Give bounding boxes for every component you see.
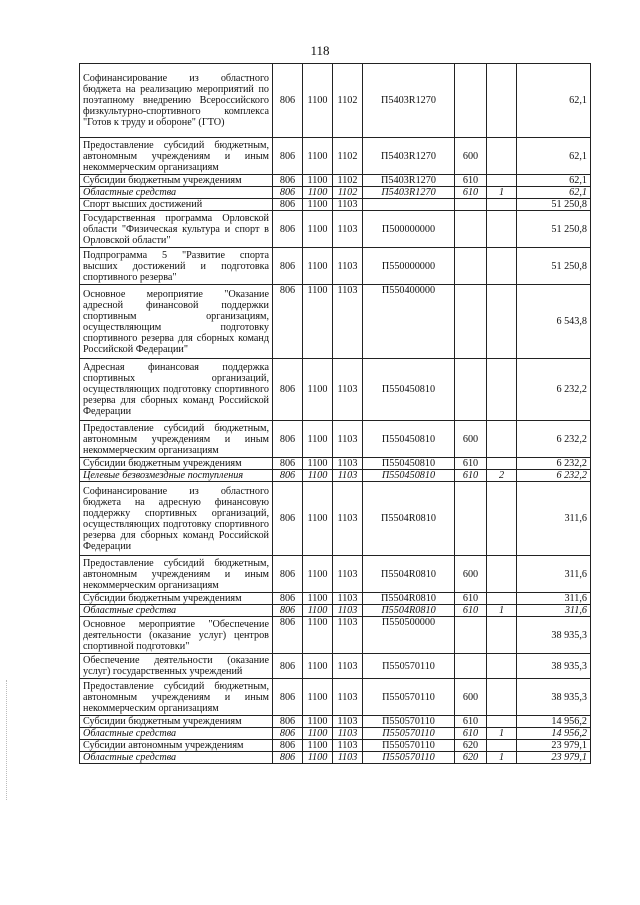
section-code: 1100 — [303, 617, 333, 654]
amount: 311,6 — [517, 482, 591, 556]
table-row — [80, 752, 591, 764]
subsection-code: 1103 — [333, 199, 363, 211]
table-row — [80, 679, 591, 716]
table-row — [80, 359, 591, 421]
subsection-code: 1103 — [333, 421, 363, 458]
subsection-code: 1103 — [333, 248, 363, 285]
page-number: 118 — [310, 43, 330, 58]
row-name: Субсидии бюджетным учреждениям — [80, 716, 273, 728]
section-code: 1100 — [303, 421, 333, 458]
target-article-code: П5504R0810 — [363, 482, 455, 556]
grbs-code: 806 — [273, 593, 303, 605]
section-code: 1100 — [303, 458, 333, 470]
target-article-code: П550570110 — [363, 728, 455, 740]
section-code: 1100 — [303, 482, 333, 556]
subsection-code: 1103 — [333, 285, 363, 359]
funding-source-code — [487, 175, 517, 187]
amount: 38 935,3 — [517, 654, 591, 679]
expense-type-code: 610 — [455, 716, 487, 728]
expense-type-code: 620 — [455, 740, 487, 752]
funding-source-code — [487, 593, 517, 605]
table-row — [80, 605, 591, 617]
table-row — [80, 138, 591, 175]
section-code: 1100 — [303, 605, 333, 617]
section-code: 1100 — [303, 211, 333, 248]
amount: 38 935,3 — [517, 617, 591, 654]
table-row — [80, 187, 591, 199]
table-row — [80, 728, 591, 740]
funding-source-code — [487, 359, 517, 421]
subsection-code: 1102 — [333, 187, 363, 199]
section-code: 1100 — [303, 728, 333, 740]
target-article-code: П5403R1270 — [363, 175, 455, 187]
funding-source-code — [487, 138, 517, 175]
table-row — [80, 421, 591, 458]
funding-source-code: 1 — [487, 752, 517, 764]
funding-source-code — [487, 716, 517, 728]
section-code: 1100 — [303, 740, 333, 752]
target-article-code: П550570110 — [363, 654, 455, 679]
expense-type-code: 610 — [455, 175, 487, 187]
table-row — [80, 211, 591, 248]
amount: 311,6 — [517, 593, 591, 605]
amount: 62,1 — [517, 187, 591, 199]
row-name: Предоставление субсидий бюджетным, автономным учреждениям и иным некоммерческим организациям — [80, 138, 273, 175]
funding-source-code — [487, 421, 517, 458]
amount: 6 543,8 — [517, 285, 591, 359]
table-row — [80, 654, 591, 679]
table-row — [80, 716, 591, 728]
table-row — [80, 482, 591, 556]
grbs-code: 806 — [273, 482, 303, 556]
section-code: 1100 — [303, 716, 333, 728]
table-row — [80, 470, 591, 482]
target-article-code: П5403R1270 — [363, 187, 455, 199]
subsection-code: 1103 — [333, 716, 363, 728]
table-row — [80, 285, 591, 359]
funding-source-code — [487, 617, 517, 654]
expense-type-code — [455, 482, 487, 556]
section-code: 1100 — [303, 470, 333, 482]
amount: 62,1 — [517, 175, 591, 187]
amount: 62,1 — [517, 64, 591, 138]
expense-type-code: 610 — [455, 728, 487, 740]
amount: 62,1 — [517, 138, 591, 175]
subsection-code: 1103 — [333, 359, 363, 421]
target-article-code: П550570110 — [363, 716, 455, 728]
amount: 51 250,8 — [517, 248, 591, 285]
funding-source-code — [487, 64, 517, 138]
grbs-code: 806 — [273, 716, 303, 728]
section-code: 1100 — [303, 138, 333, 175]
target-article-code: П550570110 — [363, 752, 455, 764]
funding-source-code — [487, 199, 517, 211]
row-name: Целевые безвозмездные поступления — [80, 470, 273, 482]
funding-source-code — [487, 679, 517, 716]
grbs-code: 806 — [273, 470, 303, 482]
row-name: Обеспечение деятельности (оказание услуг) государственных учреждений — [80, 654, 273, 679]
funding-source-code: 1 — [487, 605, 517, 617]
target-article-code — [363, 199, 455, 211]
row-name: Предоставление субсидий бюджетным, автономным учреждениям и иным некоммерческим организациям — [80, 556, 273, 593]
section-code: 1100 — [303, 679, 333, 716]
table-row — [80, 64, 591, 138]
expense-type-code: 600 — [455, 421, 487, 458]
subsection-code: 1103 — [333, 556, 363, 593]
target-article-code: П550450810 — [363, 470, 455, 482]
table-row — [80, 458, 591, 470]
row-name: Предоставление субсидий бюджетным, автономным учреждениям и иным некоммерческим организациям — [80, 421, 273, 458]
amount: 6 232,2 — [517, 421, 591, 458]
amount: 311,6 — [517, 605, 591, 617]
funding-source-code — [487, 248, 517, 285]
target-article-code: П5504R0810 — [363, 556, 455, 593]
table-row — [80, 175, 591, 187]
expense-type-code — [455, 64, 487, 138]
subsection-code: 1103 — [333, 593, 363, 605]
expense-type-code: 600 — [455, 679, 487, 716]
target-article-code: П5504R0810 — [363, 593, 455, 605]
section-code: 1100 — [303, 187, 333, 199]
target-article-code: П550500000 — [363, 617, 455, 654]
section-code: 1100 — [303, 248, 333, 285]
target-article-code: П550000000 — [363, 248, 455, 285]
section-code: 1100 — [303, 175, 333, 187]
expense-type-code — [455, 654, 487, 679]
target-article-code: П550400000 — [363, 285, 455, 359]
grbs-code: 806 — [273, 752, 303, 764]
funding-source-code — [487, 740, 517, 752]
grbs-code: 806 — [273, 248, 303, 285]
table-row — [80, 248, 591, 285]
expense-type-code: 610 — [455, 593, 487, 605]
funding-source-code — [487, 556, 517, 593]
grbs-code: 806 — [273, 605, 303, 617]
subsection-code: 1102 — [333, 175, 363, 187]
row-name: Софинансирование из областного бюджета на реализацию мероприятий по поэтапному внедрению Всероссийского физкультурно-спортивного комплекса "Готов к труду и обороне" (ГТО) — [80, 64, 273, 138]
amount: 6 232,2 — [517, 470, 591, 482]
row-name: Субсидии бюджетным учреждениям — [80, 458, 273, 470]
target-article-code: П550450810 — [363, 421, 455, 458]
target-article-code: П550450810 — [363, 359, 455, 421]
row-name: Адресная финансовая поддержка спортивных организаций, осуществляющих подготовку спортивного резерва для сборных команд Российской Федерации — [80, 359, 273, 421]
funding-source-code — [487, 211, 517, 248]
funding-source-code — [487, 285, 517, 359]
subsection-code: 1102 — [333, 138, 363, 175]
row-name: Софинансирование из областного бюджета на адресную финансовую поддержку спортивных организаций, осуществляющих подготовку спортивного резерва для сборных команд Российской Федерации — [80, 482, 273, 556]
grbs-code: 806 — [273, 556, 303, 593]
target-article-code: П5403R1270 — [363, 138, 455, 175]
amount: 38 935,3 — [517, 679, 591, 716]
subsection-code: 1102 — [333, 64, 363, 138]
subsection-code: 1103 — [333, 470, 363, 482]
grbs-code: 806 — [273, 199, 303, 211]
subsection-code: 1103 — [333, 728, 363, 740]
row-name: Основное мероприятие "Оказание адресной финансовой поддержки спортивным организациям, осуществляющим подготовку спортивного резерва для сборных команд Российской Федерации" — [80, 285, 273, 359]
grbs-code: 806 — [273, 64, 303, 138]
row-name: Подпрограмма 5 "Развитие спорта высших достижений и подготовка спортивного резерва" — [80, 248, 273, 285]
expense-type-code: 610 — [455, 470, 487, 482]
amount: 23 979,1 — [517, 752, 591, 764]
expense-type-code — [455, 211, 487, 248]
grbs-code: 806 — [273, 728, 303, 740]
grbs-code: 806 — [273, 175, 303, 187]
budget-table — [79, 63, 591, 764]
scan-margin-marks — [6, 680, 9, 800]
target-article-code: П5403R1270 — [363, 64, 455, 138]
target-article-code: П5504R0810 — [363, 605, 455, 617]
section-code: 1100 — [303, 752, 333, 764]
funding-source-code — [487, 482, 517, 556]
section-code: 1100 — [303, 199, 333, 211]
grbs-code: 806 — [273, 679, 303, 716]
subsection-code: 1103 — [333, 679, 363, 716]
expense-type-code: 600 — [455, 138, 487, 175]
target-article-code: П500000000 — [363, 211, 455, 248]
target-article-code: П550450810 — [363, 458, 455, 470]
amount: 51 250,8 — [517, 199, 591, 211]
amount: 6 232,2 — [517, 359, 591, 421]
funding-source-code: 2 — [487, 470, 517, 482]
expense-type-code: 620 — [455, 752, 487, 764]
row-name: Областные средства — [80, 187, 273, 199]
grbs-code: 806 — [273, 359, 303, 421]
section-code: 1100 — [303, 285, 333, 359]
amount: 23 979,1 — [517, 740, 591, 752]
grbs-code: 806 — [273, 211, 303, 248]
expense-type-code — [455, 248, 487, 285]
funding-source-code — [487, 458, 517, 470]
row-name: Субсидии автономным учреждениям — [80, 740, 273, 752]
grbs-code: 806 — [273, 740, 303, 752]
row-name: Предоставление субсидий бюджетным, автономным учреждениям и иным некоммерческим организациям — [80, 679, 273, 716]
grbs-code: 806 — [273, 285, 303, 359]
subsection-code: 1103 — [333, 654, 363, 679]
subsection-code: 1103 — [333, 740, 363, 752]
grbs-code: 806 — [273, 617, 303, 654]
expense-type-code — [455, 199, 487, 211]
subsection-code: 1103 — [333, 752, 363, 764]
expense-type-code: 610 — [455, 187, 487, 199]
grbs-code: 806 — [273, 458, 303, 470]
section-code: 1100 — [303, 359, 333, 421]
target-article-code: П550570110 — [363, 740, 455, 752]
grbs-code: 806 — [273, 654, 303, 679]
funding-source-code — [487, 654, 517, 679]
expense-type-code: 600 — [455, 556, 487, 593]
subsection-code: 1103 — [333, 211, 363, 248]
row-name: Областные средства — [80, 752, 273, 764]
table-row — [80, 617, 591, 654]
section-code: 1100 — [303, 654, 333, 679]
subsection-code: 1103 — [333, 605, 363, 617]
expense-type-code — [455, 617, 487, 654]
grbs-code: 806 — [273, 187, 303, 199]
table-row — [80, 740, 591, 752]
amount: 14 956,2 — [517, 716, 591, 728]
funding-source-code: 1 — [487, 187, 517, 199]
row-name: Субсидии бюджетным учреждениям — [80, 175, 273, 187]
grbs-code: 806 — [273, 138, 303, 175]
section-code: 1100 — [303, 593, 333, 605]
amount: 14 956,2 — [517, 728, 591, 740]
amount: 311,6 — [517, 556, 591, 593]
row-name: Субсидии бюджетным учреждениям — [80, 593, 273, 605]
section-code: 1100 — [303, 556, 333, 593]
row-name: Основное мероприятие "Обеспечение деятельности (оказание услуг) центров спортивной подготовки" — [80, 617, 273, 654]
section-code: 1100 — [303, 64, 333, 138]
subsection-code: 1103 — [333, 617, 363, 654]
row-name: Областные средства — [80, 728, 273, 740]
row-name: Спорт высших достижений — [80, 199, 273, 211]
row-name: Государственная программа Орловской области "Физическая культура и спорт в Орловской области" — [80, 211, 273, 248]
expense-type-code — [455, 285, 487, 359]
table-row — [80, 556, 591, 593]
row-name: Областные средства — [80, 605, 273, 617]
expense-type-code — [455, 359, 487, 421]
table-row — [80, 199, 591, 211]
subsection-code: 1103 — [333, 458, 363, 470]
subsection-code: 1103 — [333, 482, 363, 556]
grbs-code: 806 — [273, 421, 303, 458]
expense-type-code: 610 — [455, 605, 487, 617]
amount: 51 250,8 — [517, 211, 591, 248]
amount: 6 232,2 — [517, 458, 591, 470]
expense-type-code: 610 — [455, 458, 487, 470]
target-article-code: П550570110 — [363, 679, 455, 716]
table-row — [80, 593, 591, 605]
funding-source-code: 1 — [487, 728, 517, 740]
